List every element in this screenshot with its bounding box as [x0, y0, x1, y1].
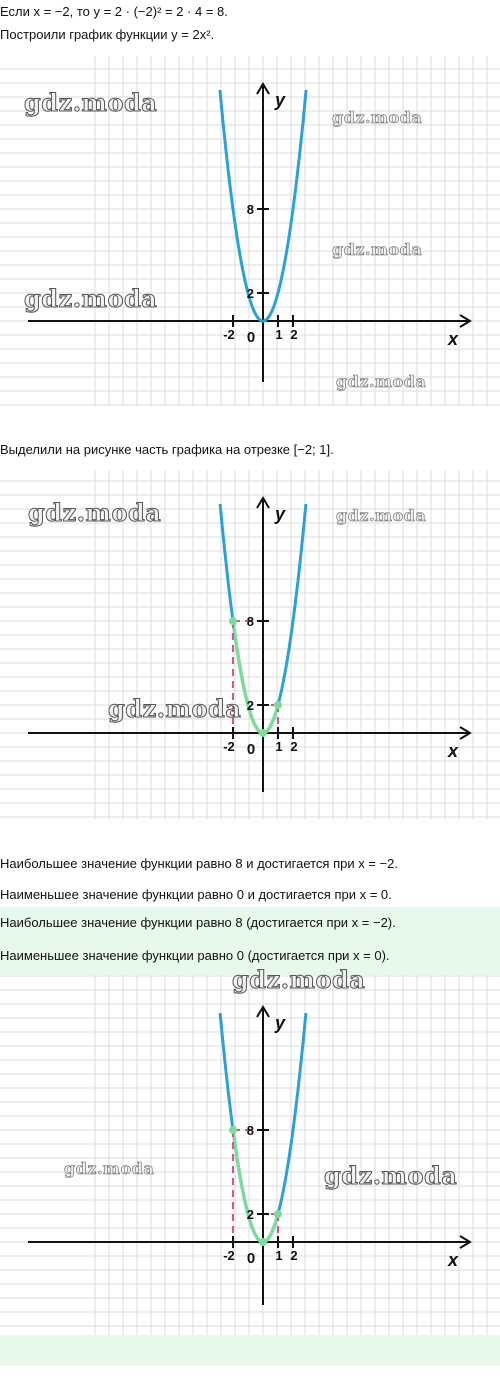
segment-line: Выделили на рисунке часть графика на отрезке [−2; 1]. [0, 442, 334, 457]
max-line: Наибольшее значение функции равно 8 и достигается при x = −2. [0, 856, 398, 871]
y-tick-label: 2 [246, 286, 254, 301]
y-tick-label: 8 [246, 1123, 254, 1138]
watermark: gdz.moda [232, 965, 366, 994]
x-tick-label: 1 [275, 1248, 283, 1263]
watermark: gdz.moda [108, 694, 242, 723]
watermark: gdz.moda [28, 498, 162, 527]
x-axis-label: x [447, 329, 459, 349]
watermark: gdz.moda [324, 1161, 458, 1190]
x-tick-label: 2 [290, 739, 298, 754]
origin-label: 0 [246, 1250, 256, 1267]
watermark: gdz.moda [24, 284, 158, 313]
calc-line: Если x = −2, то y = 2 · (−2)² = 2 · 4 = 8. [0, 4, 228, 19]
graph-2 [0, 470, 500, 820]
x-tick-label: 1 [275, 739, 283, 754]
x-axis-label: x [447, 741, 459, 761]
highlight-point [274, 701, 282, 709]
answer-min-line: Наименьшее значение функции равно 0 (достигается при x = 0). [0, 948, 390, 963]
y-tick-label: 2 [246, 1207, 254, 1222]
watermark: gdz.moda [336, 372, 427, 391]
highlight-point [274, 1210, 282, 1218]
watermark: gdz.moda [64, 1159, 155, 1178]
x-tick-label: -2 [223, 1248, 235, 1263]
graph-3-svg [0, 975, 500, 1335]
origin-label: 0 [246, 329, 256, 346]
answer-block-bottom [0, 1335, 500, 1366]
min-line: Наименьшее значение функции равно 0 и достигается при x = 0. [0, 887, 392, 902]
y-axis-label: y [274, 504, 286, 524]
watermark: gdz.moda [336, 506, 427, 525]
graph-3 [0, 965, 500, 1335]
highlight-point [259, 1238, 267, 1246]
x-tick-label: 1 [275, 327, 283, 342]
y-axis-label: y [274, 90, 286, 110]
highlight-point [229, 1126, 237, 1134]
y-axis-label: y [274, 1013, 286, 1033]
origin-label: 0 [246, 741, 256, 758]
watermark: gdz.moda [24, 88, 158, 117]
highlight-point [229, 617, 237, 625]
watermark: gdz.moda [332, 240, 423, 259]
y-tick-label: 8 [246, 202, 254, 217]
x-tick-label: 2 [290, 327, 298, 342]
x-tick-label: 2 [290, 1248, 298, 1263]
highlight-point [259, 729, 267, 737]
y-tick-label: 2 [246, 698, 254, 713]
x-axis-label: x [447, 1250, 459, 1270]
grid [0, 975, 500, 1335]
built-graph-line: Построили график функции y = 2x². [0, 27, 215, 42]
x-tick-label: -2 [223, 327, 235, 342]
watermark: gdz.moda [332, 108, 423, 127]
x-tick-label: -2 [223, 739, 235, 754]
y-tick-label: 8 [246, 614, 254, 629]
answer-max-line: Наибольшее значение функции равно 8 (достигается при x = −2). [0, 915, 396, 930]
graph-1 [0, 56, 500, 406]
